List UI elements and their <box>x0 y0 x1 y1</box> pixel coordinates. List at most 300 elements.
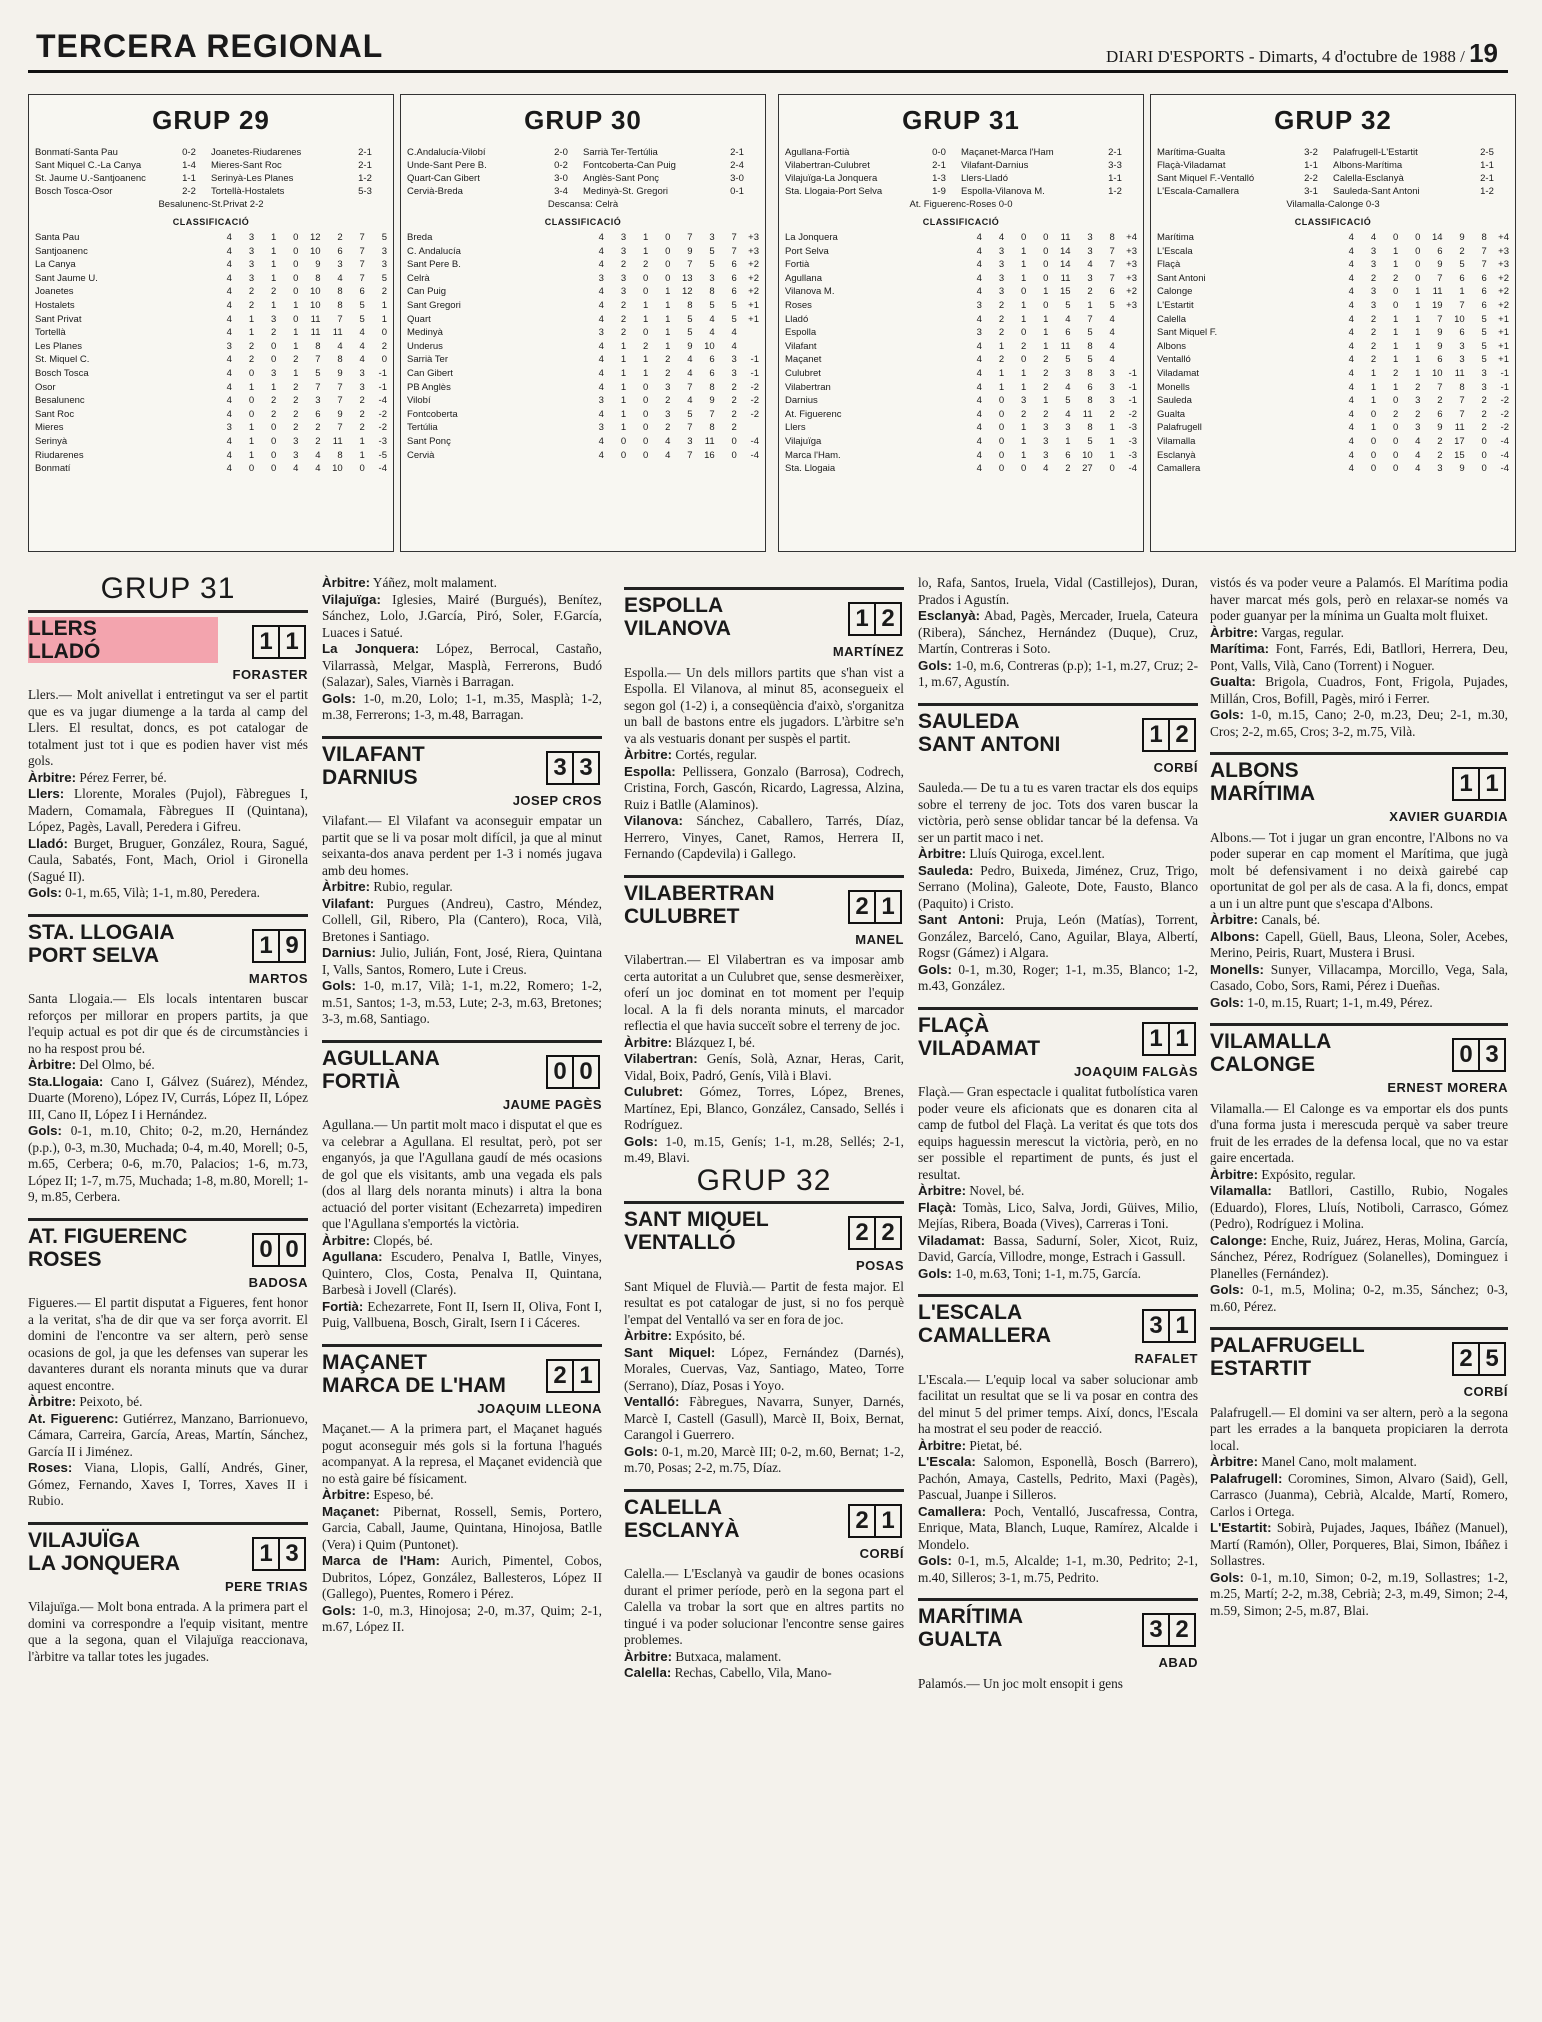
stat-cell: 1 <box>359 435 365 447</box>
stat-cell: 1 <box>1415 286 1421 298</box>
stat-cell: 7 <box>1109 272 1115 284</box>
stat-cell: 1 <box>1370 422 1377 434</box>
stat-cell: 14 <box>1059 259 1071 271</box>
line-text: Cortés, regular. <box>672 747 757 762</box>
home-team: MAÇANET <box>322 1350 427 1374</box>
report-line <box>322 1299 602 1332</box>
report-line <box>1210 912 1508 929</box>
stat-cell: 1 <box>1020 422 1027 434</box>
stat-cell: 3 <box>998 286 1005 298</box>
score-digit: 0 <box>553 1057 567 1085</box>
stat-cell: 4 <box>1348 313 1354 325</box>
result-score: 1-9 <box>932 186 946 197</box>
stat-cell: 0 <box>1392 232 1399 243</box>
score-digit: 2 <box>1459 1345 1473 1372</box>
line-text: Peixoto, bé. <box>76 1394 143 1409</box>
report-text: Vilamalla.— El Calonge es va emportar els dos punts d'una forma justa i merescuda perquè va saber treure fruit de les errades de la defensa local, que no va estar gaire encertada. <box>1210 1100 1508 1165</box>
stat-cell: 3 <box>998 259 1005 271</box>
score-digit: 1 <box>259 627 273 655</box>
stat-cell: 0 <box>1370 408 1377 420</box>
stat-cell: 4 <box>1109 340 1115 352</box>
stat-cell: 4 <box>598 381 604 393</box>
stat-cell: 4 <box>1043 463 1049 475</box>
line-label: Gualta: <box>1210 674 1256 689</box>
stat-cell: 2 <box>998 327 1005 339</box>
line-label: Gols: <box>918 657 952 673</box>
stat-cell: 0 <box>1043 272 1049 284</box>
team-name: Bosch Tosca <box>35 367 89 379</box>
stat-cell: 3 <box>381 245 387 257</box>
stat-cell: 9 <box>1437 259 1443 271</box>
team-name: Sarrià Ter <box>407 354 449 366</box>
standings-row <box>407 449 759 463</box>
team-name: Quart <box>407 313 431 325</box>
line-label: Monells: <box>1210 961 1264 977</box>
score-digit: 0 <box>572 1057 598 1087</box>
line-text: Font, Farrés, Edi, Batllori, Herrera, Deu, Pont, Valls, Vilà, Cano (Torrent) i Noguer. <box>1210 641 1508 673</box>
away-team: PORT SELVA <box>28 943 160 967</box>
line-label: Sta.Llogaia: <box>28 1073 104 1089</box>
team-name: Llers <box>785 422 806 434</box>
stat-cell: 4 <box>976 395 982 407</box>
stat-cell: 11 <box>1082 408 1093 420</box>
group-box <box>28 94 394 552</box>
report-body <box>918 1676 1198 1693</box>
stat-cell: 2 <box>1481 395 1487 407</box>
stat-cell: 0 <box>998 422 1005 434</box>
stat-cell: 5 <box>731 313 737 325</box>
stat-cell: 3 <box>976 327 982 339</box>
match-report <box>322 1040 602 1332</box>
line-text: Manel Cano, molt malament. <box>1258 1454 1417 1469</box>
stat-cell: 1 <box>1392 259 1399 271</box>
score-digit: 0 <box>259 1235 273 1263</box>
home-team: STA. LLOGAIA <box>28 920 175 944</box>
home-team: L'ESCALA <box>918 1301 1023 1324</box>
line-label: Àrbitre: <box>918 1183 967 1198</box>
stat-cell: 1 <box>1415 354 1421 366</box>
team-name: Serinyà <box>35 435 68 447</box>
stat-cell: 9 <box>315 259 321 271</box>
standings-row <box>407 245 759 259</box>
stat-cell: 4 <box>315 449 321 461</box>
result-match: Fontcoberta-Can Puig <box>583 160 676 171</box>
report-line <box>28 1057 308 1074</box>
score-digit: 2 <box>855 1219 869 1246</box>
report-line <box>624 1134 904 1167</box>
report-line <box>322 592 602 642</box>
line-label: Sant Miquel: <box>624 1344 716 1360</box>
stat-cell: 9 <box>1437 340 1443 352</box>
score-digit: 2 <box>1168 1615 1194 1645</box>
stat-cell: 16 <box>704 449 715 461</box>
line-text: Espeso, bé. <box>370 1487 434 1502</box>
stat-cell: 7 <box>687 259 693 271</box>
article-column-2 <box>322 575 602 2015</box>
stat-cell: 4 <box>687 395 693 407</box>
stat-cell: 4 <box>598 299 604 311</box>
stat-cell: 1 <box>248 313 255 325</box>
score-digit: 1 <box>278 627 304 657</box>
result-match: Calella-Esclanyà <box>1333 173 1404 184</box>
report-body <box>28 991 308 1206</box>
standings-row <box>35 421 387 435</box>
stat-cell: 3 <box>1087 245 1093 257</box>
away-team: LLADÓ <box>28 640 218 663</box>
stat-cell: 1 <box>1087 299 1093 311</box>
line-label: Gols: <box>322 978 356 993</box>
stat-cell: 5 <box>1481 327 1487 339</box>
team-name: Vilajuïga <box>785 435 822 447</box>
stat-cell: 7 <box>1087 313 1093 325</box>
match-report <box>918 1294 1198 1586</box>
line-label: Fortià: <box>322 1298 364 1314</box>
report-author: FORASTER <box>232 666 308 682</box>
stat-cell: 6 <box>1437 245 1443 257</box>
score-digit: 9 <box>278 931 304 961</box>
stat-cell: 1 <box>248 449 255 461</box>
match-report-continued <box>322 575 602 724</box>
result-score: 2-1 <box>358 160 372 171</box>
score-digit: 3 <box>572 753 598 783</box>
home-team: VILABERTRAN <box>624 881 775 905</box>
stat-cell: +3 <box>748 232 759 243</box>
result-score: 2-1 <box>1480 173 1494 184</box>
stat-cell: 1 <box>1415 340 1421 352</box>
stat-cell: 4 <box>1348 232 1354 243</box>
stat-cell: 2 <box>1370 313 1377 325</box>
standings-row <box>785 421 1137 435</box>
stat-cell: 5 <box>1065 354 1071 366</box>
line-label: Àrbitre: <box>624 1328 673 1343</box>
stat-cell: 1 <box>1392 327 1399 339</box>
report-author: POSAS <box>855 1258 904 1273</box>
stat-cell: 7 <box>359 232 365 243</box>
report-line <box>1210 1167 1508 1184</box>
stat-cell: 1 <box>620 381 627 393</box>
stat-cell: 4 <box>226 232 232 243</box>
stat-cell: 1 <box>620 408 627 420</box>
line-label: L'Estartit: <box>1210 1520 1272 1535</box>
report-text: Vilafant.— El Vilafant va aconseguir empatar un partit que se li va posar molt difícil, ja que al minut seixanta-dos anava perdent per 1-3 i només jugava amb deu homes. <box>322 813 602 878</box>
score-digit: 1 <box>572 1361 598 1391</box>
stat-cell: 8 <box>1481 232 1487 243</box>
stat-cell: 12 <box>681 286 693 298</box>
team-name: C. Andalucía <box>407 245 461 257</box>
stat-cell: 4 <box>359 340 365 352</box>
line-text: 0-1, m.5, Molina; 0-2, m.35, Sánchez; 0-3, m.60, Pérez. <box>1210 1282 1508 1314</box>
stat-cell: 4 <box>359 327 365 339</box>
result-score: 1-1 <box>1480 160 1494 171</box>
stat-cell: 0 <box>1020 354 1027 366</box>
result-score: 1-1 <box>1304 160 1318 171</box>
stat-cell: 2 <box>731 408 737 420</box>
stat-cell: 1 <box>620 340 627 352</box>
stat-cell: -2 <box>1500 408 1509 420</box>
stat-cell: 1 <box>1370 395 1377 407</box>
stat-cell: 5 <box>381 232 387 243</box>
report-line <box>1210 625 1508 642</box>
line-label: At. Figuerenc: <box>28 1410 119 1426</box>
stat-cell: 10 <box>1082 449 1093 461</box>
report-line <box>624 1649 904 1666</box>
stat-cell: 2 <box>1392 272 1399 284</box>
standings-row <box>1157 313 1509 327</box>
result-score: 2-4 <box>730 160 744 171</box>
standings-row <box>785 326 1137 340</box>
stat-cell: 1 <box>1020 259 1027 271</box>
stat-cell: 8 <box>337 299 343 311</box>
stat-cell: 3 <box>731 354 737 366</box>
match-report <box>322 736 602 1028</box>
team-name: Lladó <box>785 313 809 325</box>
stat-cell: 0 <box>998 435 1005 447</box>
standings-table <box>1157 231 1509 476</box>
result-match: Joanetes-Riudarenes <box>211 147 302 158</box>
stat-cell: 10 <box>1431 367 1443 379</box>
away-team: CAMALLERA <box>918 1324 1051 1347</box>
standings-row <box>785 435 1137 449</box>
home-team: PALAFRUGELL <box>1210 1334 1365 1357</box>
report-author: MARTÍNEZ <box>832 644 904 659</box>
team-name: Sant Pere B. <box>407 259 461 271</box>
team-name: Mieres <box>35 422 64 434</box>
stat-cell: 1 <box>1020 367 1027 379</box>
result-match: Bonmatí-Santa Pau <box>35 147 118 158</box>
score-digit: 1 <box>259 1539 273 1567</box>
stat-cell: 0 <box>642 435 649 447</box>
standings-row <box>407 394 759 408</box>
score-digit: 5 <box>1478 1344 1504 1374</box>
results-grid <box>785 146 1137 198</box>
stat-cell: 8 <box>337 354 343 366</box>
line-label: Vilafant: <box>322 895 375 911</box>
results-grid <box>1157 146 1509 198</box>
stat-cell: 3 <box>1415 395 1421 407</box>
stat-cell: 1 <box>1392 381 1399 393</box>
team-name: Can Gibert <box>407 367 453 379</box>
line-text: Aurich, Pimentel, Cobos, Dubritos, López, González, Ballesteros, López II (Gallego), Puentes, Romero i Pérez. <box>322 1553 602 1601</box>
stat-cell: 4 <box>976 313 982 325</box>
stat-cell: 5 <box>1481 354 1487 366</box>
stat-cell: 5 <box>315 367 321 379</box>
stat-cell: 5 <box>1481 340 1487 352</box>
line-label: Esclanyà: <box>918 608 981 623</box>
stat-cell: +3 <box>1498 245 1509 257</box>
stat-cell: 1 <box>1020 381 1027 393</box>
report-body <box>918 575 1198 691</box>
line-text: Gómez, Torres, López, Brenes, Martínez, Epi, Blanco, González, Cansado, Sellés i Rodríguez. <box>624 1084 904 1132</box>
stat-cell: 6 <box>1481 299 1487 311</box>
stat-cell: 4 <box>1348 395 1354 407</box>
group-title: GRUP 30 <box>524 105 642 135</box>
report-text: Sauleda.— De tu a tu es varen tractar els dos equips sobre el terreny de joc. Tots dos varen buscar la victòria, però sense oblidar tancar bé la defensa. Va ser un partit maco i net. <box>918 780 1198 845</box>
report-line <box>918 846 1198 863</box>
stat-cell: 2 <box>1437 435 1443 447</box>
stat-cell: 3 <box>1415 422 1421 434</box>
stat-cell: 4 <box>226 245 232 257</box>
standings-row <box>407 408 759 422</box>
match-teams <box>28 617 218 663</box>
line-label: Gols: <box>624 1443 658 1459</box>
match-score <box>848 890 902 924</box>
line-text: López, Berrocal, Castaño, Vilarrassà, Melgar, Masplà, Ferrerons, Budó (Salazar), Sales, Viarnès i Barragan. <box>322 641 602 689</box>
stat-cell: 0 <box>293 232 299 243</box>
line-label: Gols: <box>1210 707 1244 722</box>
report-text: Vilajuïga.— Molt bona entrada. A la primera part el domini va correspondre a l'equip visitant, mentre que a la segona, quan el Vilajuïga reaccionava, l'àrbitre va tallar totes les jugades. <box>28 1599 308 1664</box>
score-digit: 1 <box>1149 1024 1163 1052</box>
stat-cell: -4 <box>378 463 387 475</box>
result-match: Espolla-Vilanova M. <box>961 186 1045 197</box>
stat-cell: -4 <box>750 449 759 461</box>
line-text: Vargas, regular. <box>1258 624 1344 640</box>
stat-cell: -2 <box>1500 422 1509 434</box>
result-match: Agullana-Fortià <box>785 147 850 158</box>
stat-cell: 1 <box>1415 313 1421 325</box>
stat-cell: 4 <box>687 367 693 379</box>
score-digit: 1 <box>259 931 273 959</box>
report-author: PERE TRIAS <box>224 1578 308 1594</box>
report-text: Espolla.— Un dels millors partits que s'han vist a Espolla. El Vilanova, al minut 85, aconsegueix el segon gol (1-2) i, a conseqüència d'això, s'organitza un ball de bastons entre els jugadors. L'àrbitre se'n va als vestuaris donant per suspès el partit. <box>624 664 904 746</box>
standings-row <box>1157 381 1509 395</box>
stat-cell: 1 <box>1370 381 1377 393</box>
results-grid <box>407 146 759 198</box>
stat-cell: 9 <box>687 340 693 352</box>
standings-row <box>785 353 1137 367</box>
team-name: Marca l'Ham. <box>785 449 841 461</box>
line-label: Roses: <box>28 1460 73 1475</box>
report-line <box>322 945 602 978</box>
stat-cell: 14 <box>1059 245 1071 257</box>
stat-cell: 3 <box>620 245 627 257</box>
page-header <box>28 24 1508 73</box>
stat-cell: 1 <box>620 395 627 407</box>
stat-cell: 2 <box>1043 381 1049 393</box>
stat-cell: 0 <box>642 272 649 284</box>
stat-cell: 9 <box>337 367 343 379</box>
line-text: López, Fernández (Darnés), Morales, Cuervas, Vaz, Santiago, Mateo, Torre (Serrano), Díaz, Posas i Yoyo. <box>624 1344 904 1393</box>
stat-cell: 4 <box>226 354 232 366</box>
section-title: TERCERA REGIONAL <box>36 28 384 64</box>
home-team: AT. FIGUERENC <box>28 1224 188 1248</box>
stat-cell: 0 <box>248 408 255 420</box>
line-label: Àrbitre: <box>322 575 371 590</box>
stat-cell: 5 <box>709 245 715 257</box>
standings-row <box>35 367 387 381</box>
result-score: 3-1 <box>1304 186 1318 197</box>
stat-cell: 4 <box>1348 435 1354 447</box>
line-label: Gols: <box>624 1133 658 1149</box>
match-teams <box>322 743 512 789</box>
stat-cell <box>737 340 759 354</box>
score-digit: 2 <box>553 1361 567 1389</box>
line-label: Àrbitre: <box>322 879 371 894</box>
stat-cell: 0 <box>381 327 387 339</box>
line-label: Àrbitre: <box>322 1232 371 1248</box>
team-name: Cervià <box>407 449 435 461</box>
stat-cell: 4 <box>976 449 982 461</box>
away-team: MARÍTIMA <box>1210 782 1315 805</box>
stat-cell: +2 <box>748 286 759 298</box>
stat-cell: 6 <box>1065 449 1071 461</box>
report-line <box>28 1123 308 1206</box>
standings-row <box>785 245 1137 259</box>
report-author: MANEL <box>855 931 904 947</box>
stat-cell: 1 <box>1020 313 1027 325</box>
standings-row <box>1157 435 1509 449</box>
stat-cell: 2 <box>381 340 387 352</box>
stat-cell: 2 <box>248 299 255 311</box>
stat-cell: 4 <box>226 286 232 298</box>
standings-row <box>35 272 387 286</box>
result-match: Tortellà-Hostalets <box>211 186 285 197</box>
stat-cell: 2 <box>315 422 321 434</box>
result-match: Sauleda-Sant Antoni <box>1333 186 1420 197</box>
stat-cell: 11 <box>332 435 343 447</box>
line-text: Fàbregues, Navarra, Sunyer, Darnés, Marcè I, Castell (Gasull), Marcè II, Boix, Bernat, Carangol i Guerrero. <box>624 1394 904 1442</box>
stat-cell: 0 <box>248 463 255 475</box>
result-score: 1-4 <box>182 160 196 171</box>
report-line <box>322 691 602 724</box>
team-name: Fortià <box>785 259 810 271</box>
report-author: MARTOS <box>248 970 308 986</box>
stat-cell: 2 <box>665 354 671 366</box>
stat-cell: 3 <box>731 367 737 379</box>
team-name: Joanetes <box>35 286 74 298</box>
stat-cell: 8 <box>1109 232 1115 243</box>
stat-cell: +1 <box>1498 354 1509 366</box>
stat-cell: 7 <box>1109 259 1115 271</box>
result-match: Sarrià Ter-Tertúlia <box>583 147 658 158</box>
report-line <box>624 1051 904 1084</box>
stat-cell: 1 <box>1392 354 1399 366</box>
stat-cell: 4 <box>226 313 232 325</box>
stat-cell: 5 <box>709 259 715 271</box>
stat-cell: 7 <box>359 259 365 271</box>
report-body <box>918 780 1198 995</box>
away-team: ESTARTIT <box>1210 1357 1312 1380</box>
line-text: Brigola, Cuadros, Font, Frigola, Pujades, Millán, Cros, Bofill, Pagès, miró i Ferrer. <box>1210 674 1508 706</box>
standings-row <box>1157 299 1509 313</box>
stat-cell: 0 <box>642 422 649 434</box>
article-column-4 <box>918 575 1198 2015</box>
line-label: Gols: <box>1210 994 1244 1010</box>
score-digit: 0 <box>1459 1041 1473 1068</box>
team-name: Sant Ponç <box>407 435 451 447</box>
stat-cell: 2 <box>1043 367 1049 379</box>
away-team: CALONGE <box>1210 1053 1315 1076</box>
standings-row <box>1157 285 1509 299</box>
score-digit: 1 <box>1459 770 1473 797</box>
stat-cell <box>1115 326 1137 340</box>
standings-row <box>785 231 1137 245</box>
result-match: Vilajuïga-La Jonquera <box>785 173 878 184</box>
stat-cell: 2 <box>293 408 299 420</box>
stat-cell: 7 <box>337 422 343 434</box>
report-line <box>28 786 308 836</box>
stat-cell: 0 <box>1043 232 1049 243</box>
standings-row <box>35 353 387 367</box>
report-line <box>28 1411 308 1461</box>
stat-cell: 0 <box>642 449 649 461</box>
stat-cell: 4 <box>1109 313 1115 325</box>
stat-cell: 7 <box>359 272 365 284</box>
stat-cell: 5 <box>709 299 715 311</box>
stat-cell: 0 <box>1043 259 1049 271</box>
stat-cell: 3 <box>1459 354 1465 366</box>
stat-cell: 3 <box>1459 340 1465 352</box>
stat-cell: 5 <box>687 408 693 420</box>
